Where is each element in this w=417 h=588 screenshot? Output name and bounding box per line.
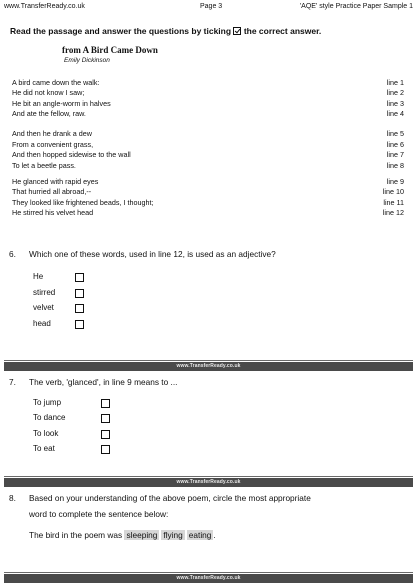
q6-option-label: velvet <box>33 303 54 312</box>
page-header <box>4 3 413 13</box>
q8-sentence-end: . <box>213 530 216 540</box>
q7-option-label: To jump <box>33 398 62 407</box>
q7-option-label: To dance <box>33 413 66 422</box>
line-number: line 4 <box>386 109 404 118</box>
q8-choice-sleeping[interactable]: sleeping <box>126 530 158 540</box>
q8-choice-flying[interactable]: flying <box>163 530 183 540</box>
instruction <box>10 26 410 36</box>
line-number: line 3 <box>386 99 404 108</box>
poem-line: From a convenient grass, <box>12 140 94 149</box>
poem-title: from A Bird Came Down <box>62 45 158 55</box>
q8-choice-eating[interactable]: eating <box>188 530 212 540</box>
footer-website: www.TransferReady.co.uk <box>176 363 241 369</box>
poem-author: Emily Dickinson <box>64 57 110 64</box>
footer-website: www.TransferReady.co.uk <box>176 479 241 485</box>
question-8-number: 8. <box>9 493 16 503</box>
line-number: line 8 <box>386 161 404 170</box>
line-number: line 2 <box>386 88 404 97</box>
poem-line: He stirred his velvet head <box>12 208 94 217</box>
poem-line: That hurried all abroad,-- <box>12 187 92 196</box>
line-number: line 10 <box>382 187 404 196</box>
header-page-number: Page 3 <box>200 3 223 10</box>
line-number: line 6 <box>386 140 404 149</box>
question-8 <box>9 493 311 503</box>
header-website: www.TransferReady.co.uk <box>4 3 85 10</box>
poem-line: And ate the fellow, raw. <box>12 109 86 118</box>
q6-option-label: stirred <box>33 288 56 297</box>
header-paper-title: 'AQE' style Practice Paper Sample 1 <box>299 3 413 10</box>
poem-line: They looked like frightened beads, I thought; <box>12 198 154 207</box>
poem-line: And then he drank a dew <box>12 129 92 138</box>
q6-option-1-checkbox[interactable] <box>75 273 84 282</box>
line-number: line 9 <box>386 177 404 186</box>
poem-line: He bit an angle-worm in halves <box>12 99 111 108</box>
question-6-number: 6. <box>9 249 16 259</box>
footer-bar <box>4 362 413 371</box>
poem-line: And then hopped sidewise to the wall <box>12 150 131 159</box>
line-number: line 12 <box>382 208 404 217</box>
poem-line: A bird came down the walk: <box>12 78 100 87</box>
poem-line: He glanced with rapid eyes <box>12 177 99 186</box>
instruction-text-after: the correct answer. <box>243 26 322 36</box>
instruction-text-before: Read the passage and answer the questions by ticking <box>10 26 232 36</box>
question-7 <box>9 377 177 387</box>
question-8-text-line1: Based on your understanding of the above poem, circle the most appropriate <box>29 493 311 503</box>
q7-option-3-checkbox[interactable] <box>101 430 110 439</box>
line-number: line 7 <box>386 150 404 159</box>
ticked-box-icon <box>233 27 241 35</box>
q6-option-2-checkbox[interactable] <box>75 289 84 298</box>
q7-option-1-checkbox[interactable] <box>101 399 110 408</box>
q6-option-4-checkbox[interactable] <box>75 320 84 329</box>
q6-option-label: head <box>33 319 51 328</box>
q6-option-3-checkbox[interactable] <box>75 304 84 313</box>
question-6-text: Which one of these words, used in line 12, is used as an adjective? <box>29 249 276 259</box>
question-7-number: 7. <box>9 377 16 387</box>
question-7-text: The verb, 'glanced', in line 9 means to ... <box>29 377 178 387</box>
line-number: line 1 <box>386 78 404 87</box>
footer-bar <box>4 478 413 487</box>
question-8-text-line2: word to complete the sentence below: <box>29 509 169 519</box>
q7-option-2-checkbox[interactable] <box>101 414 110 423</box>
q7-option-label: To look <box>33 429 59 438</box>
q7-option-4-checkbox[interactable] <box>101 445 110 454</box>
line-number: line 5 <box>386 129 404 138</box>
poem-line: To let a beetle pass. <box>12 161 76 170</box>
q6-option-label: He <box>33 272 44 281</box>
footer-bar <box>4 574 413 583</box>
q7-option-label: To eat <box>33 444 55 453</box>
poem-line: He did not know I saw; <box>12 88 85 97</box>
line-number: line 11 <box>383 198 404 207</box>
footer-website: www.TransferReady.co.uk <box>176 575 241 581</box>
q8-sentence <box>29 530 216 540</box>
question-6 <box>9 249 276 259</box>
q8-sentence-start: The bird in the poem was <box>29 530 123 540</box>
